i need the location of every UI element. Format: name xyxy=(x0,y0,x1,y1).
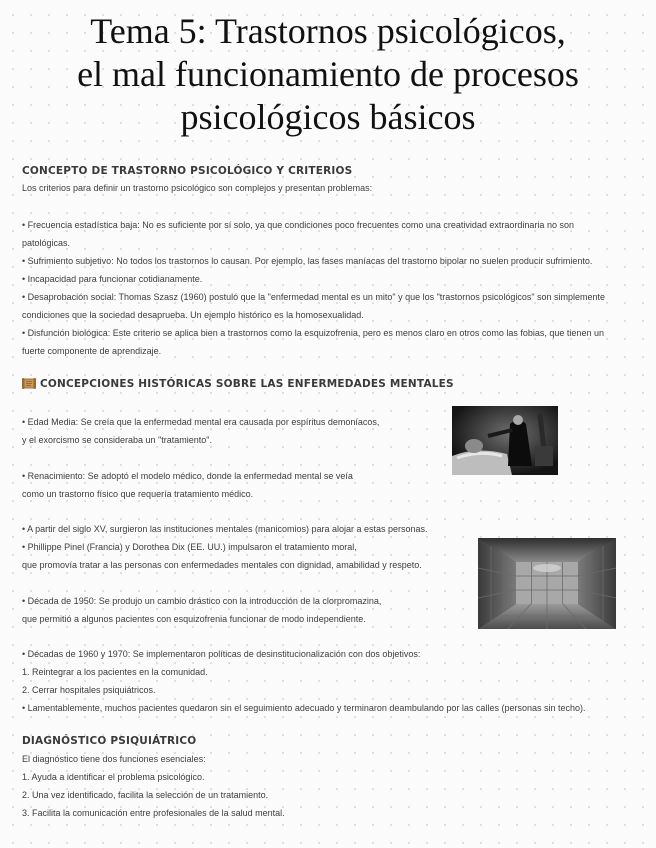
criterion-incapacidad: • Incapacidad para funcionar cotidianamente. xyxy=(22,274,203,284)
section2-heading-text: CONCEPCIONES HISTÓRICAS SOBRE LAS ENFERMEDADES MENTALES xyxy=(40,378,454,390)
renacimiento-line-1: • Renacimiento: Se adoptó el modelo médico, donde la enfermedad mental se veía xyxy=(22,471,353,481)
edad-media-line-2: y el exorcismo se consideraba un "tratamiento". xyxy=(22,435,212,445)
criterion-frecuencia: • Frecuencia estadística baja: No es suficiente por sí solo, ya que condiciones poco frecuentes como una creatividad extraordinaria no son patológicas. xyxy=(22,220,574,248)
edad-media-line-1: • Edad Media: Se creía que la enfermedad mental era causada por espíritus demoníacos, xyxy=(22,417,380,427)
criterion-sufrimiento: • Sufrimiento subjetivo: No todos los trastornos lo causan. Por ejemplo, las fases maníacas del trastorno bipolar no suelen producir sufrimiento. xyxy=(22,256,593,266)
decada-1950-line-2: que permitió a algunos pacientes con esquizofrenia funcionar de modo independiente. xyxy=(22,614,366,624)
section1-intro: Los criterios para definir un trastorno psicológico son complejos y presentan problemas: xyxy=(22,183,373,193)
criterion-disfuncion: • Disfunción biológica: Este criterio se aplica bien a trastornos como la esquizofrenia, pero es menos claro en otros como las fobias, que tienen un fuerte componente de aprendizaje. xyxy=(22,328,604,356)
page-title xyxy=(0,10,656,139)
title-line-3: psicológicos básicos xyxy=(180,97,476,137)
decadas-1960-line-3: 2. Cerrar hospitales psiquiátricos. xyxy=(22,685,156,695)
diagnostico-intro: El diagnóstico tiene dos funciones esenciales: xyxy=(22,754,206,764)
section-heading-concepciones xyxy=(22,378,454,390)
decada-1950-line-1: • Década de 1950: Se produjo un cambio drástico con la introducción de la clorpromazina, xyxy=(22,596,382,606)
pinel-line-1: • Phillippe Pinel (Francia) y Dorothea Dix (EE. UU.) impulsaron el tratamiento moral, xyxy=(22,542,357,552)
exorcism-photo xyxy=(452,406,558,475)
title-line-2: el mal funcionamiento de procesos xyxy=(77,54,579,94)
decadas-1960-line-2: 1. Reintegrar a los pacientes en la comunidad. xyxy=(22,667,208,677)
decadas-1960-line-1: • Décadas de 1960 y 1970: Se implementaron políticas de desinstitucionalización con dos objetivos: xyxy=(22,649,421,659)
scroll-icon xyxy=(22,378,36,389)
renacimiento-line-2: como un trastorno físico que requería tratamiento médico. xyxy=(22,489,254,499)
diagnostico-item-2: 2. Una vez identificado, facilita la selección de un tratamiento. xyxy=(22,790,269,800)
section-heading-diagnostico: DIAGNÓSTICO PSIQUIÁTRICO xyxy=(22,735,197,747)
decadas-1960-line-4: • Lamentablemente, muchos pacientes quedaron sin el seguimiento adecuado y terminaron deambulando por las calles (personas sin techo). xyxy=(22,703,586,713)
pinel-line-2: que promovía tratar a las personas con enfermedades mentales con dignidad, amabilidad y respeto. xyxy=(22,560,422,570)
title-line-1: Tema 5: Trastornos psicológicos, xyxy=(90,11,566,51)
siglo-xv-line: • A partir del siglo XV, surgieron las instituciones mentales (manicomios) para alojar a estas personas. xyxy=(22,524,428,534)
padded-cell-photo xyxy=(478,538,616,629)
diagnostico-item-3: 3. Facilita la comunicación entre profesionales de la salud mental. xyxy=(22,808,285,818)
section-heading-concepto: CONCEPTO DE TRASTORNO PSICOLÓGICO Y CRITERIOS xyxy=(22,165,353,177)
criterion-desaprobacion: • Desaprobación social: Thomas Szasz (1960) postuló que la "enfermedad mental es un mito" y que los "trastornos psicológicos" son simplemente condiciones que la sociedad desaprueba. Un ejemplo histórico es la homosexualidad. xyxy=(22,292,606,320)
diagnostico-item-1: 1. Ayuda a identificar el problema psicológico. xyxy=(22,772,205,782)
